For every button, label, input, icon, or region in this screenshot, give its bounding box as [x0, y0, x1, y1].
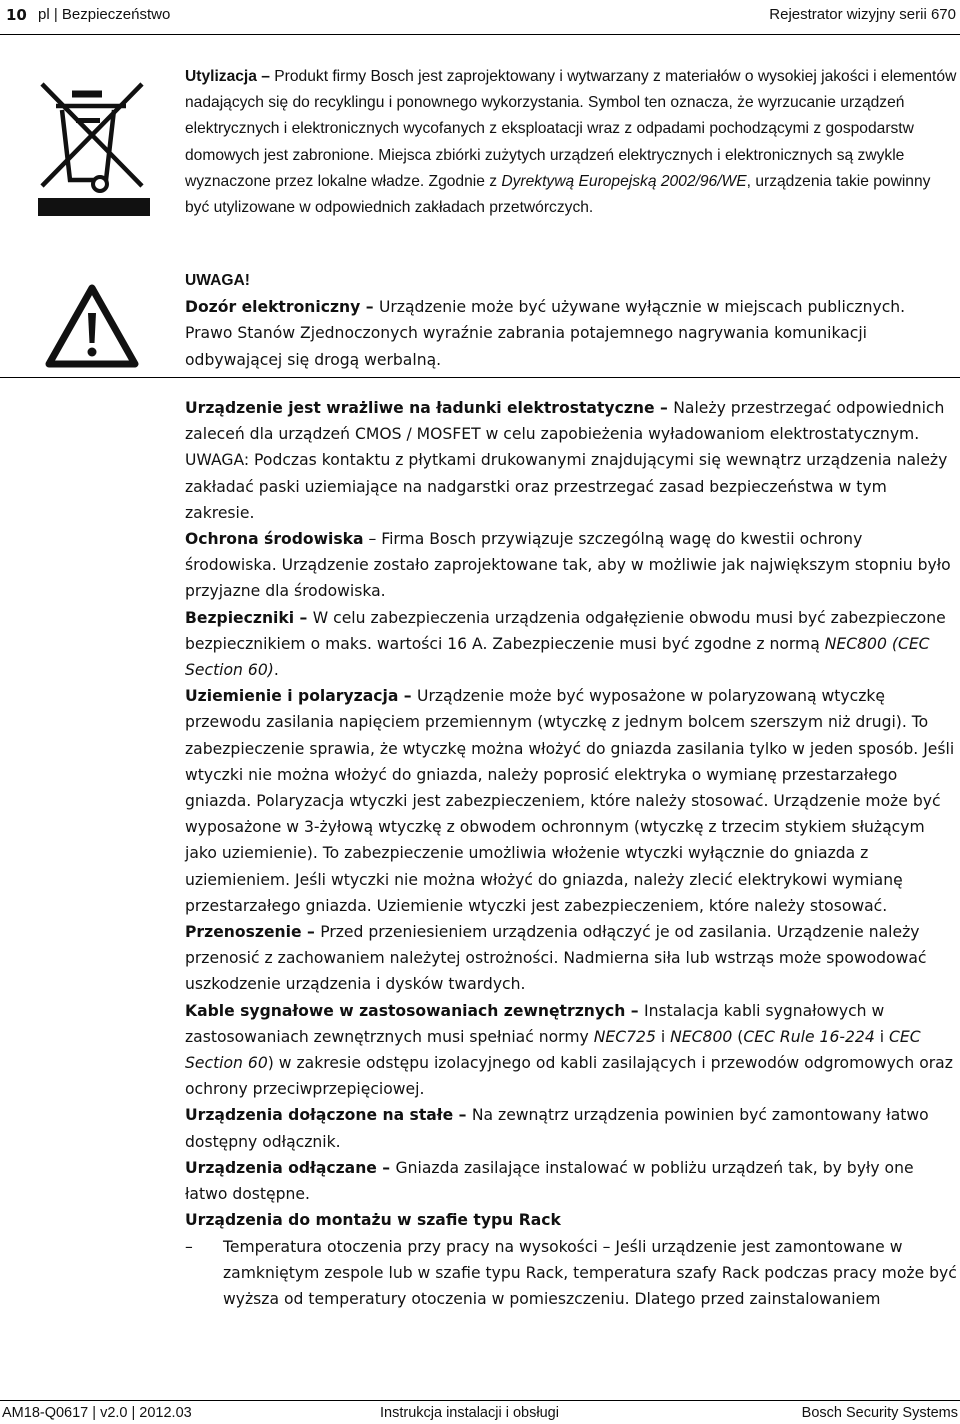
- grounding-text: Urządzenie może być wyposażone w polaryzowaną wtyczkę przewodu zasilania napięciem przemiennym (wtyczkę z jednym bolcem szerszym niż drugi). To zabezpieczenie sprawia, że wtyczkę można włożyć do gniazda zasilania tylko w jeden sposób. Jeśli wtyczki nie można włożyć do gniazda, należy poprosić elektryka o wymianę przestarzałego gniazda. Polaryzacja wtyczki jest zabezpieczeniem, które należy stosować. Urządzenie może być wyposażone w 3-żyłową wtyczkę z obwodem ochronnym (wtyczkę z trzecim stykiem służącym jako uziemienie). To zabezpieczenie umożliwia włożenie wtyczki wyłącznie do gniazda z uziemieniem. Jeśli wtyczki nie można włożyć do gniazda, należy zlecić elektrykowi wymianę przestarzałego gniazda. Uziemienie wtyczki jest zabezpieczeniem, które należy stosować.: [185, 687, 955, 915]
- moving-text: Przed przeniesieniem urządzenia odłączyć je od zasilania. Urządzenie należy przenosić z zachowaniem należytej ostrożności. Nadmierna siła lub wstrząs może spowodować uszkodzenie urządzenia i dysków twardych.: [185, 923, 927, 994]
- warning-text: Urządzenie może być używane wyłącznie w miejscach publicznych. Prawo Stanów Zjednoczonych wyraźnie zabrania potajemnego nagrywania komunikacji odbywającej się drogą werbalną.: [185, 298, 906, 369]
- outdoor-cables-text-end: ) w zakresie odstępu izolacyjnego od kabli zasilających i przewodów odgromowych oraz ochrony przeciwprzepięciowej.: [185, 1054, 953, 1099]
- warning-section: [185, 268, 957, 373]
- esd-title: Urządzenie jest wrażliwe na ładunki elektrostatyczne –: [185, 399, 674, 417]
- cec-rule-norm: CEC Rule 16-224: [743, 1027, 875, 1046]
- weee-crossed-bin-icon: [38, 80, 150, 216]
- rack-title: [185, 1207, 957, 1233]
- warning-triangle-icon: [44, 283, 140, 369]
- pluggable-devices-text: Gniazda zasilające instalować w pobliżu urządzeń tak, by były one łatwo dostępne.: [185, 1158, 914, 1204]
- pluggable-devices-title: Urządzenia odłączane –: [185, 1158, 396, 1177]
- disposal-title: Utylizacja –: [185, 68, 275, 85]
- warning-title: Dozór elektroniczny –: [185, 298, 379, 317]
- rack-title-text: Urządzenia do montażu w szafie typu Rack: [185, 1211, 561, 1230]
- paren: (: [732, 1027, 744, 1046]
- grounding-title: Uziemienie i polaryzacja –: [185, 687, 418, 706]
- permanent-devices-paragraph: [185, 1102, 957, 1154]
- fuses-norm: NEC800 (CEC Section 60): [185, 634, 930, 680]
- fuses-text: W celu zabezpieczenia urządzenia odgałęzienie obwodu musi być zabezpieczone bezpiecznikiem o maks. wartości 16 A. Zabezpieczenie musi być zgodne z normą: [185, 608, 946, 653]
- outdoor-cables-text: Instalacja kabli sygnałowych w zastosowaniach zewnętrznych musi spełniać normy: [185, 1001, 885, 1046]
- document-id: AM18-Q0617 | v2.0 | 2012.03: [2, 1405, 192, 1421]
- disposal-section: [185, 64, 957, 221]
- permanent-devices-text: Na zewnątrz urządzenia powinien być zamontowany łatwo dostępny odłącznik.: [185, 1106, 929, 1151]
- moving-title: Przenoszenie –: [185, 923, 321, 942]
- esd-paragraph: [185, 395, 957, 526]
- cec-section-norm: CEC Section 60: [185, 1027, 921, 1073]
- moving-paragraph: [185, 919, 957, 998]
- permanent-devices-title: Urządzenia dołączone na stałe –: [185, 1106, 472, 1125]
- nec800-norm: NEC800: [670, 1027, 733, 1046]
- page-footer: [0, 1400, 960, 1424]
- grounding-paragraph: [185, 683, 957, 919]
- section-name: pl | Bezpieczeństwo: [38, 6, 171, 23]
- environment-paragraph: [185, 526, 957, 605]
- list-item: [185, 1234, 957, 1313]
- fuses-paragraph: [185, 605, 957, 684]
- nec725-norm: NEC725: [593, 1027, 656, 1046]
- environment-text: – Firma Bosch przywiązuje szczególną wagę do kwestii ochrony środowiska. Urządzenie zostało zaprojektowane tak, aby w możliwie jak największym stopniu było przyjazne dla środowiska.: [185, 530, 951, 601]
- company-name: Bosch Security Systems: [801, 1405, 958, 1421]
- manual-name: Instrukcja instalacji i obsługi: [380, 1405, 559, 1421]
- conjunction: i: [874, 1027, 890, 1046]
- list-dash: –: [185, 1237, 193, 1256]
- warning-label: UWAGA!: [185, 272, 250, 289]
- page-number: 10: [6, 6, 27, 24]
- disposal-text-end: , urządzenia takie powinny być utylizowane w odpowiednich zakładach przetwórczych.: [185, 172, 931, 217]
- rack-item-text: Temperatura otoczenia przy pracy na wysokości – Jeśli urządzenie jest zamontowane w zamkniętym zespole lub w szafie typu Rack, temperatura szafy Rack podczas pracy może być wyższa od temperatury otoczenia w pomieszczeniu. Dlatego przed zainstalowaniem: [223, 1237, 957, 1308]
- environment-title: Ochrona środowiska: [185, 530, 364, 549]
- outdoor-cables-paragraph: [185, 998, 957, 1103]
- esd-text: Należy przestrzegać odpowiednich zaleceń dla urządzeń CMOS / MOSFET w celu zapobieżenia wyładowaniom elektrostatycznym. UWAGA: Podczas kontaktu z płytkami drukowanymi znajdującymi się wewnątrz urządzenia należy zakładać paski uziemiające na nadgarstki oraz przestrzegać zasad bezpieczeństwa w tym zakresie.: [185, 399, 948, 522]
- disposal-text: Produkt firmy Bosch jest zaprojektowany i wytwarzany z materiałów o wysokiej jakości i elementów nadających się do recyklingu i ponownego wykorzystania. Symbol ten oznacza, że wyrzucanie urządzeń elektrycznych i elektronicznych wycofanych z eksploatacji wraz z odpadami pochodzącymi z gospodarstw domowych jest zabronione. Miejsca zbiórki zużytych urządzeń elektrycznych i elektronicznych są zwykle wyznaczone przez lokalne władze. Zgodnie z: [185, 68, 957, 190]
- conjunction: i: [655, 1027, 671, 1046]
- disposal-directive: Dyrektywą Europejską 2002/96/WE: [501, 172, 747, 190]
- page-header: [0, 0, 960, 35]
- document-title: Rejestrator wizyjny serii 670: [769, 6, 956, 23]
- outdoor-cables-title: Kable sygnałowe w zastosowaniach zewnętrznych –: [185, 1001, 645, 1020]
- fuses-end: .: [273, 661, 279, 680]
- fuses-title: Bezpieczniki –: [185, 608, 313, 627]
- pluggable-devices-paragraph: [185, 1155, 957, 1207]
- safety-sections: [185, 395, 957, 1312]
- section-divider: [0, 377, 960, 378]
